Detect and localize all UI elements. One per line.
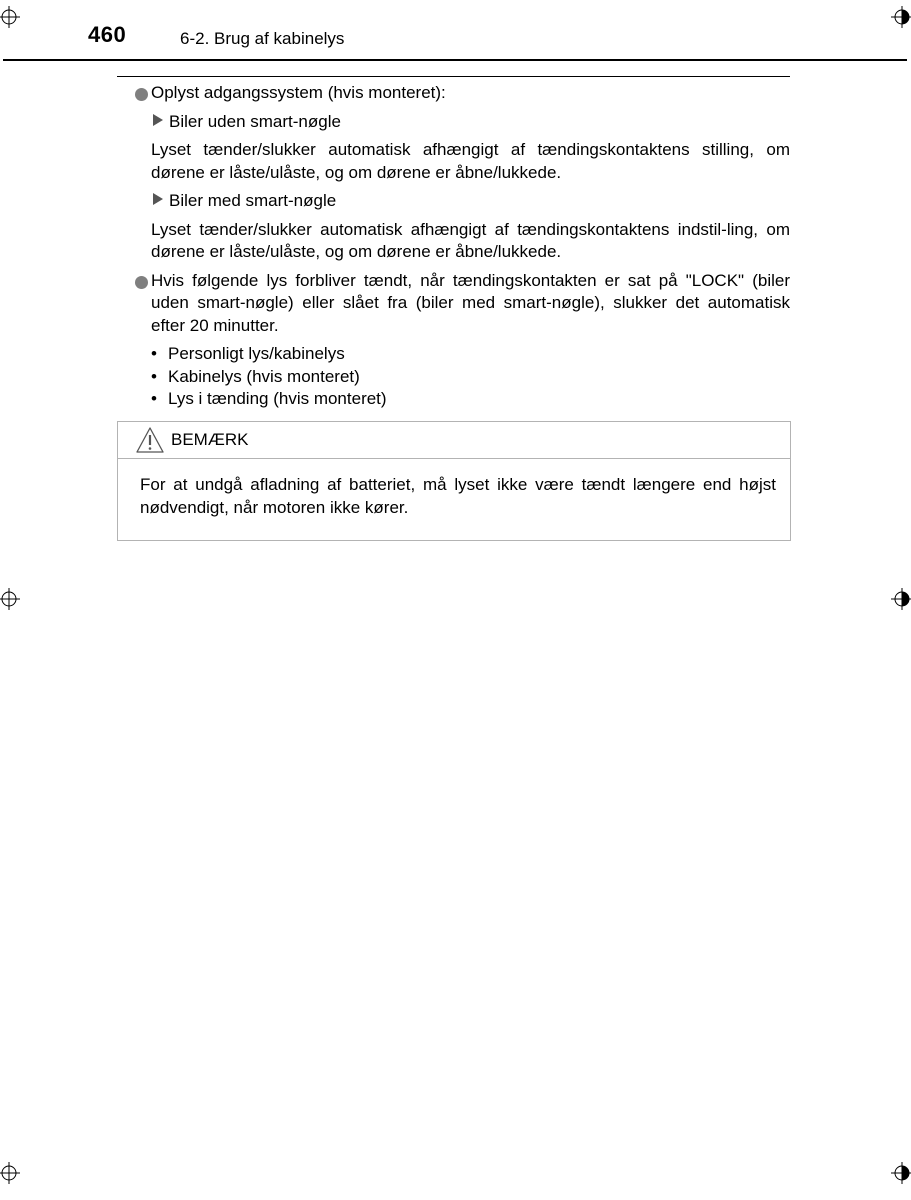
subhead-without-smart-key: [117, 111, 790, 134]
registration-mark-top-right: [891, 6, 911, 28]
section-title: 6-2. Brug af kabinelys: [180, 29, 345, 48]
list-bullet-icon: •: [151, 389, 157, 408]
bullet-item-illuminated-entry: [117, 82, 790, 105]
notice-header: [118, 422, 790, 459]
notice-text: For at undgå afladning af batteriet, må lyset ikke være tændt længere end højst nødvendigt, når motoren ikke kører.: [140, 475, 776, 517]
warning-triangle-icon: [135, 426, 165, 454]
page-number: 460: [88, 22, 127, 47]
subhead-with-smart-key: [117, 190, 790, 213]
list-item-text: Lys i tænding (hvis monteret): [168, 389, 387, 408]
list-item: [151, 388, 790, 411]
triangle-right-icon: [153, 114, 163, 126]
crosshair-icon: [0, 588, 20, 610]
list-item-text: Kabinelys (hvis monteret): [168, 366, 360, 386]
subhead-label: Biler med smart-nøgle: [169, 191, 337, 210]
paragraph-with-smart-key: Lyset tænder/slukker automatisk afhængigt af tændingskontaktens indstil-ling, om dørene er låste/ulåste, og om dørene er åbne/lukkede.: [151, 219, 790, 261]
subhead-label: Biler uden smart-nøgle: [169, 111, 341, 131]
registration-mark-top-left: [0, 6, 20, 28]
notice-box: [117, 421, 791, 541]
registration-mark-bottom-left: [0, 1162, 20, 1184]
list-bullet-icon: •: [151, 366, 157, 386]
bullet-item-auto-off: [117, 270, 790, 338]
bullet-label: Oplyst adgangssystem (hvis monteret):: [151, 83, 446, 102]
main-content: [117, 82, 790, 411]
header-rule: [3, 59, 907, 61]
crosshair-icon: [0, 6, 20, 28]
crosshair-icon: [0, 1162, 20, 1184]
crosshair-icon: [891, 1162, 911, 1184]
list-item: [151, 343, 790, 366]
crosshair-icon: [891, 6, 911, 28]
registration-mark-bottom-right: [891, 1162, 911, 1184]
list-item-text: Personligt lys/kabinelys: [168, 344, 345, 363]
bullet-text: Hvis følgende lys forbliver tændt, når tændingskontakten er sat på "LOCK" (biler uden smart-nøgle) eller slået fra (biler med smart-nøgle), slukker det automatisk efter 20 minutter.: [151, 270, 790, 335]
list-item: [151, 366, 790, 389]
bullet-icon: [135, 88, 148, 101]
paragraph-without-smart-key: Lyset tænder/slukker automatisk afhængigt af tændingskontaktens stilling, om dørene er låste/ulåste, og om dørene er åbne/lukkede.: [151, 140, 790, 182]
registration-mark-middle-left: [0, 588, 20, 610]
registration-mark-middle-right: [891, 588, 911, 610]
notice-title: BEMÆRK: [171, 430, 249, 449]
triangle-right-icon: [153, 193, 163, 205]
list-bullet-icon: •: [151, 344, 157, 363]
bullet-icon: [135, 276, 148, 289]
crosshair-icon: [891, 588, 911, 610]
content-top-rule: [117, 76, 790, 77]
lights-list: [117, 343, 790, 411]
